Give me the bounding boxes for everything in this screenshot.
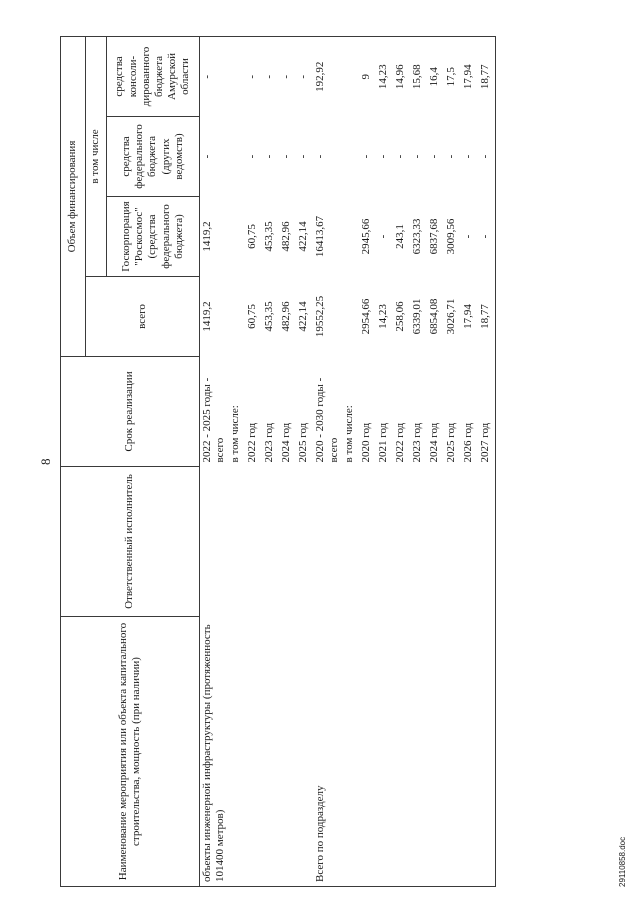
cell-period: 2022 - 2025 годы - всего <box>201 377 227 463</box>
table-row <box>313 36 341 886</box>
cell-period: 2022 год <box>246 422 259 463</box>
cell-period: 2023 год <box>410 422 423 463</box>
table-row <box>444 36 461 886</box>
cell-federal-other: - <box>410 154 423 159</box>
cell-period: 2020 год <box>359 422 372 463</box>
cell-total: 482,96 <box>280 301 293 332</box>
cell-period: 2027 год <box>478 357 496 467</box>
cell-amur: 18,77 <box>478 36 496 116</box>
table-row <box>296 36 313 886</box>
header-executor: Ответственный исполнитель <box>61 467 200 617</box>
cell-period: в том числе: <box>229 405 242 463</box>
table-row <box>279 36 296 886</box>
cell-total: 2954,66 <box>359 298 372 335</box>
cell-executor <box>410 467 427 617</box>
table-row <box>245 36 262 886</box>
cell-total: 60,75 <box>246 304 259 329</box>
cell-total: 19552,25 <box>314 295 327 338</box>
table-row <box>262 36 279 886</box>
cell-federal-other: - <box>246 154 259 159</box>
cell-name: Всего по подразделу <box>313 617 341 887</box>
cell-name <box>444 617 461 887</box>
page-number: 8 <box>38 458 53 465</box>
cell-amur: 16,4 <box>427 36 444 116</box>
cell-executor <box>228 467 245 617</box>
cell-federal-other: - <box>263 154 276 159</box>
cell-total <box>228 277 245 357</box>
cell-period: 2024 год <box>427 422 440 463</box>
cell-federal-other: - <box>359 154 372 159</box>
financing-table <box>60 36 496 887</box>
cell-roscosmos: 482,96 <box>280 221 293 252</box>
cell-name <box>393 617 410 887</box>
cell-federal-other <box>342 117 359 197</box>
cell-period: 2026 год <box>461 422 474 463</box>
header-name: Наименование мероприятия или объекта капитального строительства, мощность (при наличии) <box>61 617 200 887</box>
cell-name <box>376 617 393 887</box>
cell-roscosmos <box>342 197 359 277</box>
cell-roscosmos: 2945,66 <box>359 218 372 255</box>
cell-name <box>342 617 359 887</box>
table-body <box>200 36 496 886</box>
cell-roscosmos: - <box>376 234 389 239</box>
cell-period: 2023 год <box>263 422 276 463</box>
cell-executor <box>296 467 313 617</box>
table-row <box>427 36 444 886</box>
table-row <box>228 36 245 886</box>
cell-roscosmos: 16413,67 <box>314 215 327 258</box>
header-financing: Объем финансирования <box>61 36 86 356</box>
cell-total: 422,14 <box>297 301 310 332</box>
cell-name <box>279 617 296 887</box>
cell-name <box>461 617 478 887</box>
cell-total: 453,35 <box>263 301 276 332</box>
cell-amur: - <box>262 36 279 116</box>
cell-executor <box>359 467 376 617</box>
cell-amur <box>228 36 245 116</box>
cell-federal-other: - <box>376 154 389 159</box>
cell-name <box>262 617 279 887</box>
header-period: Срок реализации <box>61 357 200 467</box>
cell-roscosmos: 453,35 <box>263 221 276 252</box>
cell-total: 1419,2 <box>201 301 213 332</box>
cell-executor <box>245 467 262 617</box>
cell-federal-other: - <box>314 154 327 159</box>
cell-amur: 14,96 <box>393 36 410 116</box>
cell-period: 2024 год <box>280 422 293 463</box>
cell-name <box>410 617 427 887</box>
cell-amur: - <box>296 36 313 116</box>
cell-federal-other: - <box>201 154 213 159</box>
cell-federal-other: - <box>297 154 310 159</box>
cell-federal-other <box>228 117 245 197</box>
cell-name <box>296 617 313 887</box>
cell-period: 2025 год <box>297 422 310 463</box>
cell-name <box>359 617 376 887</box>
cell-roscosmos: 6837,68 <box>427 218 440 255</box>
cell-federal-other: - <box>461 154 474 159</box>
cell-roscosmos: 243,1 <box>393 224 406 249</box>
cell-amur: - <box>279 36 296 116</box>
cell-amur: 192,92 <box>313 36 341 116</box>
cell-name <box>427 617 444 887</box>
cell-total <box>342 277 359 357</box>
cell-roscosmos: - <box>461 234 474 239</box>
cell-name <box>478 617 496 887</box>
cell-federal-other: - <box>444 154 457 159</box>
cell-roscosmos: 3009,56 <box>444 218 457 255</box>
cell-federal-other: - <box>427 154 440 159</box>
cell-executor <box>461 467 478 617</box>
cell-total: 6854,08 <box>427 298 440 335</box>
cell-executor <box>262 467 279 617</box>
cell-executor <box>393 467 410 617</box>
cell-executor <box>427 467 444 617</box>
table-row <box>410 36 427 886</box>
cell-roscosmos: 60,75 <box>246 224 259 249</box>
cell-federal-other: - <box>280 154 293 159</box>
cell-roscosmos: 1419,2 <box>201 221 213 252</box>
cell-total: 18,77 <box>478 277 496 357</box>
cell-name: объекты инженерной инфраструктуры (протяженность 101400 метров) <box>200 617 229 887</box>
header-including: в том числе <box>86 36 107 276</box>
table-row <box>342 36 359 886</box>
header-total: всего <box>86 277 200 357</box>
cell-roscosmos: - <box>478 197 496 277</box>
cell-executor <box>376 467 393 617</box>
table-row <box>359 36 376 886</box>
cell-amur: 9 <box>359 36 376 116</box>
table-header <box>61 36 200 886</box>
cell-federal-other: - <box>478 117 496 197</box>
cell-federal-other: - <box>393 154 406 159</box>
cell-total: 6339,01 <box>410 298 423 335</box>
header-amur-budget: средства консолидированного бюджета Амурской области <box>107 36 200 116</box>
cell-executor <box>342 467 359 617</box>
document-filename-note: 29110858.doc <box>618 836 627 887</box>
cell-total: 14,23 <box>376 304 389 329</box>
cell-amur: - <box>245 36 262 116</box>
cell-executor <box>200 467 229 617</box>
table-row <box>461 36 478 886</box>
cell-name <box>228 617 245 887</box>
cell-executor <box>279 467 296 617</box>
cell-period: 2020 - 2030 годы - всего <box>314 377 340 463</box>
cell-total: 17,94 <box>461 304 474 329</box>
cell-amur <box>342 36 359 116</box>
cell-executor <box>478 467 496 617</box>
cell-executor <box>444 467 461 617</box>
cell-roscosmos: 422,14 <box>297 221 310 252</box>
cell-total: 3026,71 <box>444 298 457 335</box>
cell-name <box>245 617 262 887</box>
cell-roscosmos: 6323,33 <box>410 218 423 255</box>
cell-executor <box>313 467 341 617</box>
cell-period: в том числе: <box>342 405 355 463</box>
cell-period: 2025 год <box>444 422 457 463</box>
header-federal-other: средства федерального бюджета (других ведомств) <box>107 117 200 197</box>
cell-amur: - <box>200 36 229 116</box>
table-row <box>200 36 229 886</box>
cell-amur: 15,68 <box>410 36 427 116</box>
table-row <box>478 36 496 886</box>
table-row <box>393 36 410 886</box>
cell-roscosmos <box>228 197 245 277</box>
table-row <box>376 36 393 886</box>
cell-amur: 14,23 <box>376 36 393 116</box>
cell-period: 2022 год <box>393 422 406 463</box>
cell-amur: 17,5 <box>444 36 461 116</box>
cell-period: 2021 год <box>376 422 389 463</box>
cell-amur: 17,94 <box>461 36 478 116</box>
cell-total: 258,06 <box>393 301 406 332</box>
header-roscosmos: Госкорпорация "Роскосмос" (средства федерального бюджета) <box>107 197 200 277</box>
